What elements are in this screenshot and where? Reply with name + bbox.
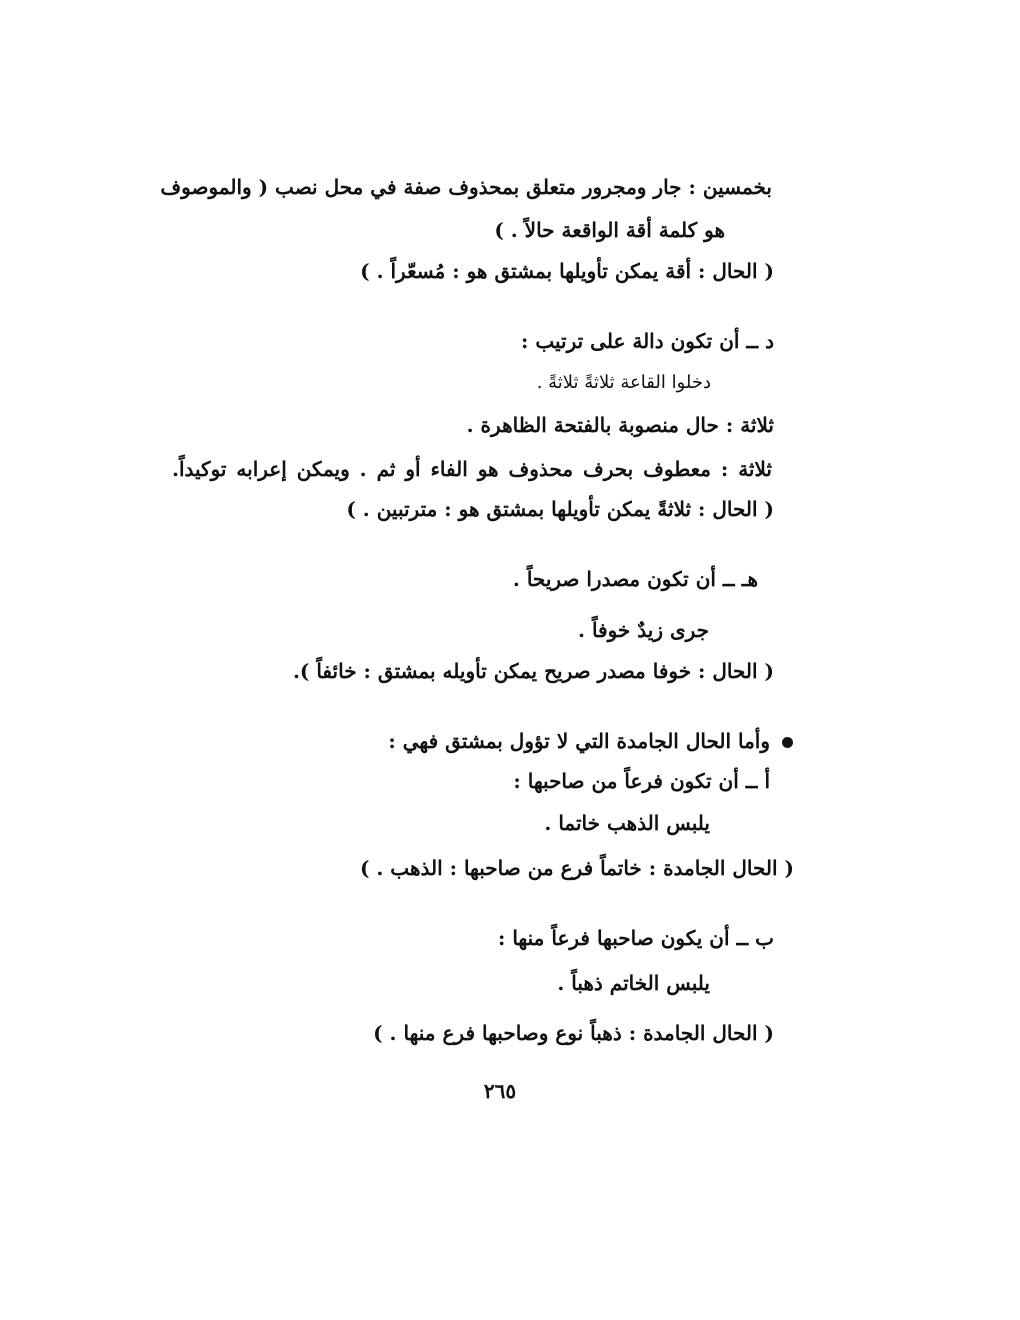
text-line: هو كلمة أقة الواقعة حالاً . ) bbox=[494, 218, 725, 242]
text-line: ( الحال : ثلاثةً يمكن تأويلها بمشتق هو : مترتبين . ) bbox=[346, 497, 774, 521]
text-line: ثلاثة : حال منصوبة بالفتحة الظاهرة . bbox=[466, 413, 774, 437]
text-line: ( الحال الجامدة : خاتماً فرع من صاحبها : الذهب . ) bbox=[359, 856, 794, 880]
page-number: ٢٦٥ bbox=[483, 1079, 517, 1103]
example-sentence: دخلوا القاعة ثلاثةً ثلاثةً . bbox=[536, 372, 711, 393]
section-heading: وأما الحال الجامدة التي لا تؤول بمشتق فهي : bbox=[388, 729, 770, 753]
text-line: بخمسين : جار ومجرور متعلق بمحذوف صفة في محل نصب ( والموصوف bbox=[160, 175, 772, 199]
text-line: ( الحال الجامدة : ذهباً نوع وصاحبها فرع منها . ) bbox=[373, 1021, 774, 1045]
text-line: ثلاثة : معطوف بحرف محذوف هو الفاء أو ثم . ويمكن إعرابه توكيداً. bbox=[172, 457, 772, 481]
section-heading: هـ ــ أن تكون مصدرا صريحاً . bbox=[512, 567, 758, 591]
example-sentence: يلبس الخاتم ذهباً . bbox=[557, 971, 710, 995]
section-heading: د ــ أن تكون دالة على ترتيب : bbox=[521, 329, 774, 353]
text-line: ( الحال : أقة يمكن تأويلها بمشتق هو : مُسعّراً . ) bbox=[360, 259, 774, 283]
section-heading: أ ــ أن تكون فرعاً من صاحبها : bbox=[513, 769, 770, 793]
text-line: ( الحال : خوفا مصدر صريح يمكن تأويله بمشتق : خائفاً ). bbox=[292, 659, 774, 683]
example-sentence: جرى زيدٌ خوفاً . bbox=[578, 618, 709, 642]
bullet-icon bbox=[782, 737, 793, 748]
section-heading: ب ــ أن يكون صاحبها فرعاً منها : bbox=[497, 926, 774, 950]
example-sentence: يلبس الذهب خاتما . bbox=[544, 811, 710, 835]
